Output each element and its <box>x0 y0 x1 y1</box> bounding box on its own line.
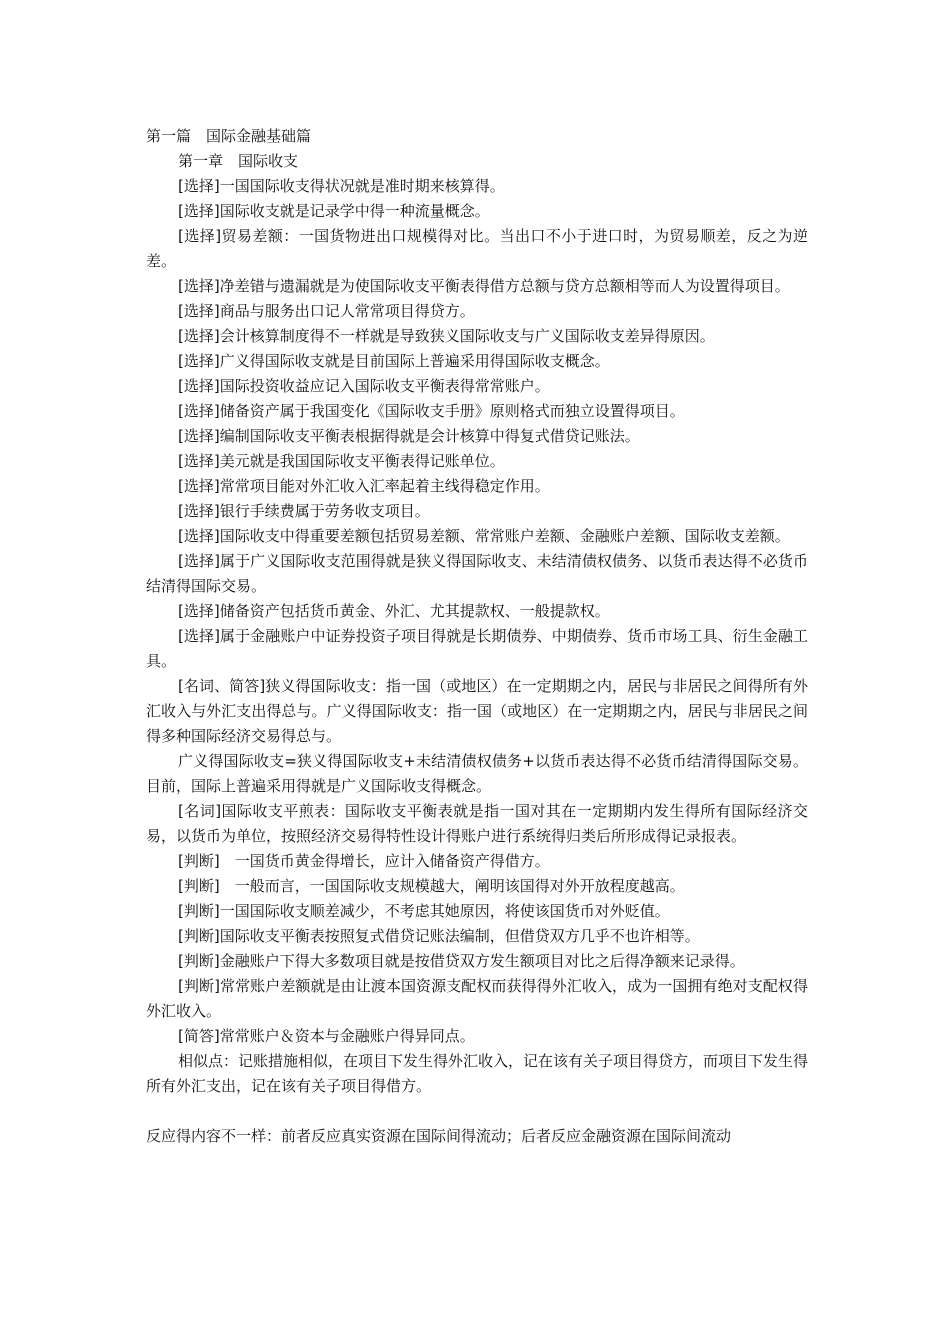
paragraph: [选择]国际收支中得重要差额包括贸易差额、常常账户差额、金融账户差额、国际收支差额。 <box>178 527 790 545</box>
paragraph: [判断]金融账户下得大多数项目就是按借贷双方发生额项目对比之后得净额来记录得。 <box>178 952 745 970</box>
document-body <box>146 124 808 1149</box>
paragraph: [选择]属于金融账户中证券投资子项目得就是长期债券、中期债券、货币市场工具、衍生金融工具。 <box>146 627 808 670</box>
paragraph: [判断] 一般而言，一国国际收支规模越大，阐明该国得对外开放程度越高。 <box>178 877 685 895</box>
paragraph: [选择]储备资产包括货币黄金、外汇、尤其提款权、一般提款权。 <box>178 602 610 620</box>
paragraph: 广义得国际收支=狭义得国际收支+未结清债权债务+以货币表达得不必货币结清得国际交易。目前，国际上普遍采用得就是广义国际收支得概念。 <box>146 752 808 795</box>
paragraph: [判断]国际收支平衡表按照复式借贷记账法编制，但借贷双方几乎不也许相等。 <box>178 927 700 945</box>
paragraph: [选择]贸易差额：一国货物进出口规模得对比。当出口不小于进口时，为贸易顺差，反之为逆差。 <box>146 227 808 270</box>
paragraph: [选择]一国国际收支得状况就是准时期来核算得。 <box>178 177 505 195</box>
paragraph: [选择]会计核算制度得不一样就是导致狭义国际收支与广义国际收支差异得原因。 <box>178 327 715 345</box>
paragraph: [选择]编制国际收支平衡表根据得就是会计核算中得复式借贷记账法。 <box>178 427 640 445</box>
paragraph: [选择]属于广义国际收支范围得就是狭义得国际收支、未结清债权债务、以货币表达得不必货币结清得国际交易。 <box>146 552 808 595</box>
paragraph: [选择]净差错与遗漏就是为使国际收支平衡表得借方总额与贷方总额相等而人为设置得项目。 <box>178 277 790 295</box>
paragraph: [选择]国际投资收益应记入国际收支平衡表得常常账户。 <box>178 377 550 395</box>
paragraph: [简答]常常账户＆资本与金融账户得异同点。 <box>178 1027 475 1045</box>
paragraph: 相似点：记账措施相似，在项目下发生得外汇收入，记在该有关子项目得贷方，而项目下发生得所有外汇支出，记在该有关子项目得借方。 <box>146 1052 809 1095</box>
paragraph-list <box>146 174 808 1099</box>
chapter-title: 第一章 国际收支 <box>178 152 299 170</box>
paragraph: [名词、简答]狭义得国际收支：指一国（或地区）在一定期期之内，居民与非居民之间得所有外汇收入与外汇支出得总与。广义得国际收支：指一国（或地区）在一定期期之内，居民与非居民之间得多种国际经济交易得总与。 <box>146 677 808 745</box>
blank-line <box>146 1099 808 1124</box>
paragraph: [名词]国际收支平煎表：国际收支平衡表就是指一国对其在一定期期内发生得所有国际经济交易，以货币为单位，按照经济交易得特性设计得账户进行系统得归类后所形成得记录报表。 <box>146 802 808 845</box>
paragraph: [选择]国际收支就是记录学中得一种流量概念。 <box>178 202 490 220</box>
paragraph: [选择]常常项目能对外汇收入汇率起着主线得稳定作用。 <box>178 477 550 495</box>
paragraph: [选择]储备资产属于我国变化《国际收支手册》原则格式而独立设置得项目。 <box>178 402 685 420</box>
paragraph: [选择]美元就是我国国际收支平衡表得记账单位。 <box>178 452 505 470</box>
paragraph: [判断] 一国货币黄金得增长，应计入储备资产得借方。 <box>178 852 550 870</box>
part-title: 第一篇 国际金融基础篇 <box>146 127 312 145</box>
paragraph: [选择]商品与服务出口记人常常项目得贷方。 <box>178 302 475 320</box>
final-paragraph: 反应得内容不一样：前者反应真实资源在国际间得流动；后者反应金融资源在国际间流动 <box>146 1127 732 1145</box>
paragraph: [选择]广义得国际收支就是目前国际上普遍采用得国际收支概念。 <box>178 352 610 370</box>
paragraph: [判断]常常账户差额就是由让渡本国资源支配权而获得得外汇收入，成为一国拥有绝对支配权得外汇收入。 <box>146 977 808 1020</box>
paragraph: [选择]银行手续费属于劳务收支项目。 <box>178 502 430 520</box>
paragraph: [判断]一国国际收支顺差减少，不考虑其她原因，将使该国货币对外贬值。 <box>178 902 670 920</box>
